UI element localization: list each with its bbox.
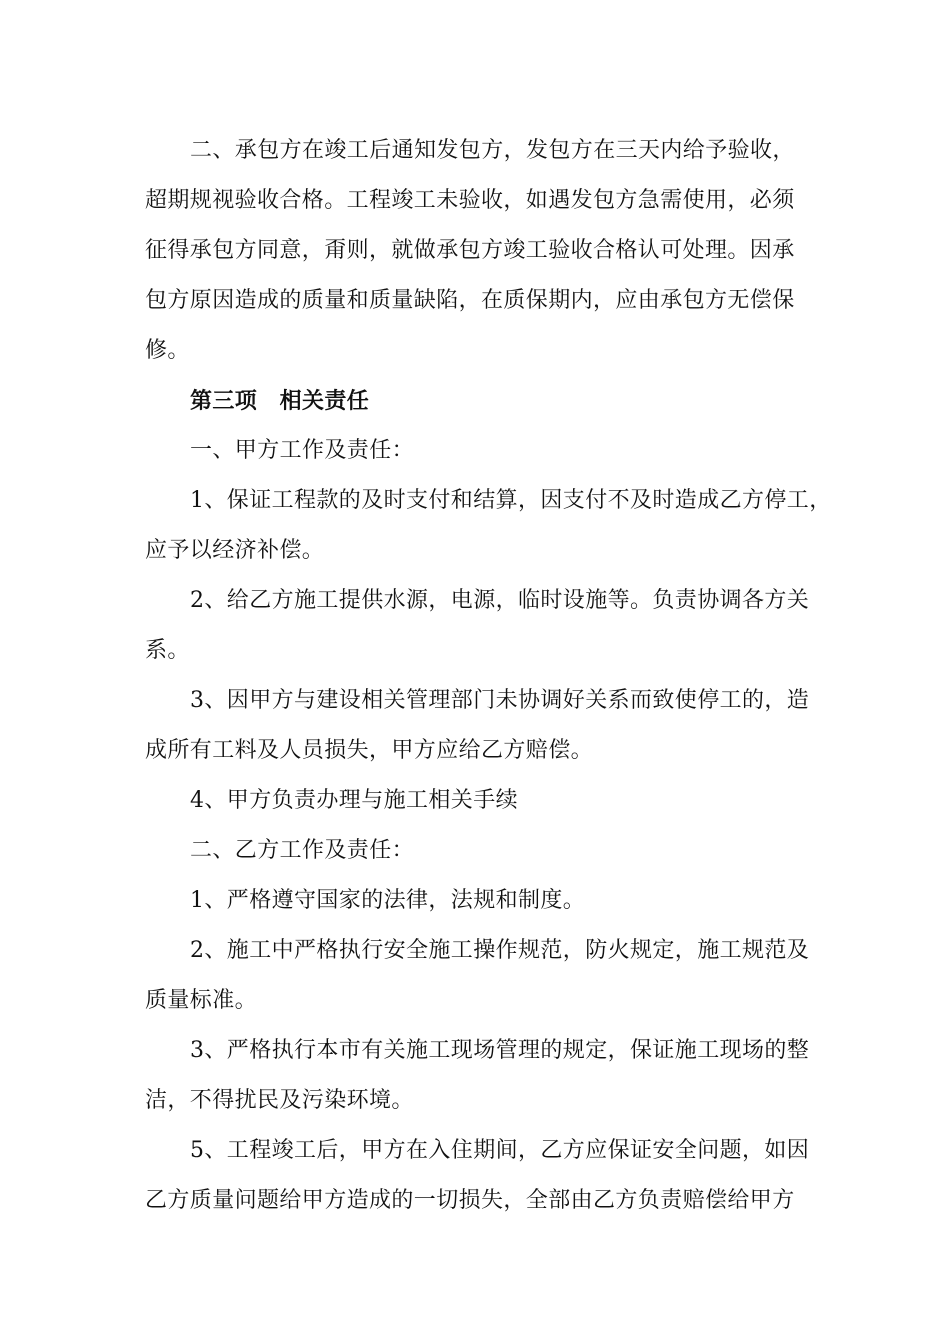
text-line: 4、甲方负责办理与施工相关手续: [190, 788, 518, 813]
section-heading: 第三项 相关责任: [190, 388, 370, 414]
text-line: 应予以经济补偿。: [145, 538, 325, 563]
text-line: 成所有工料及人员损失，甲方应给乙方赔偿。: [145, 738, 594, 763]
text-line: 2、施工中严格执行安全施工操作规范，防火规定，施工规范及: [190, 938, 810, 963]
text-line: 3、因甲方与建设相关管理部门未协调好关系而致使停工的，造: [190, 688, 810, 713]
text-line: 乙方质量问题给甲方造成的一切损失，全部由乙方负责赔偿给甲方: [145, 1188, 795, 1213]
text-line: 修。: [145, 338, 190, 363]
text-line: 1、严格遵守国家的法律，法规和制度。: [190, 888, 586, 913]
text-line: 洁，不得扰民及污染环境。: [145, 1088, 414, 1113]
text-line: 征得承包方同意，甭则，就做承包方竣工验收合格认可处理。因承: [145, 238, 795, 263]
subsection-heading: 一、甲方工作及责任：: [190, 438, 415, 463]
text-line: 2、给乙方施工提供水源，电源，临时设施等。负责协调各方关: [190, 588, 810, 613]
text-line: 超期规视验收合格。工程竣工未验收，如遇发包方急需使用，必须: [145, 188, 795, 213]
text-line: 5、工程竣工后，甲方在入住期间，乙方应保证安全问题，如因: [190, 1138, 810, 1163]
text-line: 二、承包方在竣工后通知发包方，发包方在三天内给予验收，: [190, 138, 795, 163]
subsection-heading: 二、乙方工作及责任：: [190, 838, 415, 863]
text-line: 质量标准。: [145, 988, 258, 1013]
text-line: 包方原因造成的质量和质量缺陷，在质保期内，应由承包方无偿保: [145, 288, 795, 313]
text-line: 系。: [145, 638, 190, 663]
text-line: 3、严格执行本市有关施工现场管理的规定，保证施工现场的整: [190, 1038, 810, 1063]
text-line: 1、保证工程款的及时支付和结算，因支付不及时造成乙方停工，: [190, 488, 832, 513]
